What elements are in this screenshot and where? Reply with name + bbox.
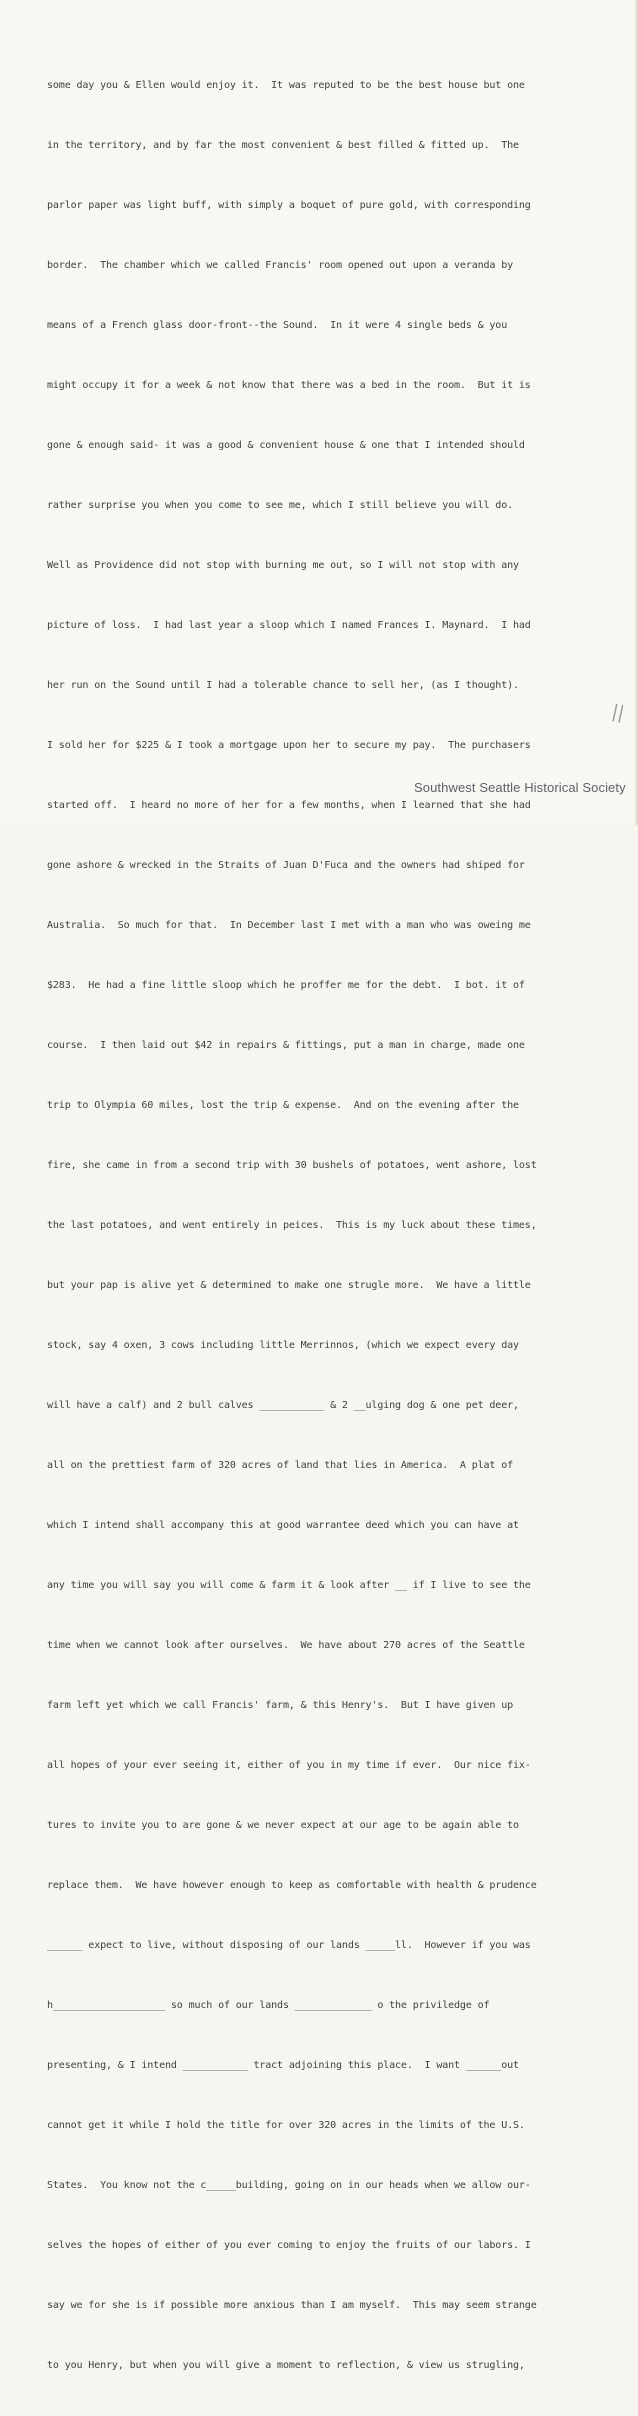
letter-line: all hopes of your ever seeing it, either of you in my time if ever. Our nice fix- xyxy=(47,1760,531,1771)
letter-line: tures to invite you to are gone & we never expect at our age to be again able to xyxy=(47,1820,519,1831)
letter-line: parlor paper was light buff, with simply a boquet of pure gold, with corresponding xyxy=(47,200,531,211)
letter-line: all on the prettiest farm of 320 acres of land that lies in America. A plat of xyxy=(47,1460,514,1471)
letter-line: but your pap is alive yet & determined to make one strugle more. We have a little xyxy=(47,1280,531,1291)
letter-line: Well as Providence did not stop with burning me out, so I will not stop with any xyxy=(47,560,519,571)
letter-line: which I intend shall accompany this at good warrantee deed which you can have at xyxy=(47,1520,519,1531)
letter-line: the last potatoes, and went entirely in peices. This is my luck about these times, xyxy=(47,1220,537,1231)
letter-line: her run on the Sound until I had a tolerable chance to sell her, (as I thought). xyxy=(47,680,519,691)
letter-line: I sold her for $225 & I took a mortgage upon her to secure my pay. The purchasers xyxy=(47,740,531,751)
letter-line: farm left yet which we call Francis' farm, & this Henry's. But I have given up xyxy=(47,1700,514,1711)
letter-line: rather surprise you when you come to see me, which I still believe you will do. xyxy=(47,500,514,511)
letter-line: presenting, & I intend ___________ tract adjoining this place. I want ______out xyxy=(47,2060,519,2071)
letter-line: selves the hopes of either of you ever coming to enjoy the fruits of our labors. I xyxy=(47,2240,531,2251)
letter-line: States. You know not the c_____building, going on in our heads when we allow our- xyxy=(47,2180,531,2191)
letter-line: will have a calf) and 2 bull calves ___________ & 2 __ulging dog & one pet deer, xyxy=(47,1400,519,1411)
archive-credit: Southwest Seattle Historical Society xyxy=(414,780,626,795)
letter-line: gone ashore & wrecked in the Straits of Juan D'Fuca and the owners had shiped for xyxy=(47,860,525,871)
letter-body xyxy=(47,36,619,2416)
letter-line: some day you & Ellen would enjoy it. It was reputed to be the best house but one xyxy=(47,80,525,91)
letter-line: ______ expect to live, without disposing of our lands _____ll. However if you was xyxy=(47,1940,531,1951)
letter-line: gone & enough said- it was a good & convenient house & one that I intended should xyxy=(47,440,525,451)
letter-line: stock, say 4 oxen, 3 cows including little Merrinnos, (which we expect every day xyxy=(47,1340,519,1351)
letter-line: $283. He had a fine little sloop which he proffer me for the debt. I bot. it of xyxy=(47,980,525,991)
letter-line: trip to Olympia 60 miles, lost the trip & expense. And on the evening after the xyxy=(47,1100,519,1111)
letter-line: time when we cannot look after ourselves. We have about 270 acres of the Seattle xyxy=(47,1640,525,1651)
letter-line: course. I then laid out $42 in repairs & fittings, put a man in charge, made one xyxy=(47,1040,525,1051)
letter-line: border. The chamber which we called Francis' room opened out upon a veranda by xyxy=(47,260,514,271)
letter-line: h___________________ so much of our lands _____________ o the priviledge of xyxy=(47,2000,490,2011)
letter-line: any time you will say you will come & farm it & look after __ if I live to see the xyxy=(47,1580,531,1591)
letter-line: to you Henry, but when you will give a moment to reflection, & view us strugling, xyxy=(47,2360,525,2371)
margin-annotation: || xyxy=(609,700,627,725)
letter-line: replace them. We have however enough to keep as comfortable with health & prudence xyxy=(47,1880,537,1891)
letter-line: cannot get it while I hold the title for over 320 acres in the limits of the U.S. xyxy=(47,2120,525,2131)
letter-line: say we for she is if possible more anxious than I am myself. This may seem strange xyxy=(47,2300,537,2311)
letter-line: fire, she came in from a second trip with 30 bushels of potatoes, went ashore, lost xyxy=(47,1160,537,1171)
letter-line: in the territory, and by far the most convenient & best filled & fitted up. The xyxy=(47,140,519,151)
letter-line: started off. I heard no more of her for a few months, when I learned that she had xyxy=(47,800,531,811)
letter-line: Australia. So much for that. In December last I met with a man who was oweing me xyxy=(47,920,531,931)
letter-line: picture of loss. I had last year a sloop which I named Frances I. Maynard. I had xyxy=(47,620,531,631)
letter-line: might occupy it for a week & not know that there was a bed in the room. But it is xyxy=(47,380,531,391)
letter-line: means of a French glass door-front--the Sound. In it were 4 single beds & you xyxy=(47,320,508,331)
